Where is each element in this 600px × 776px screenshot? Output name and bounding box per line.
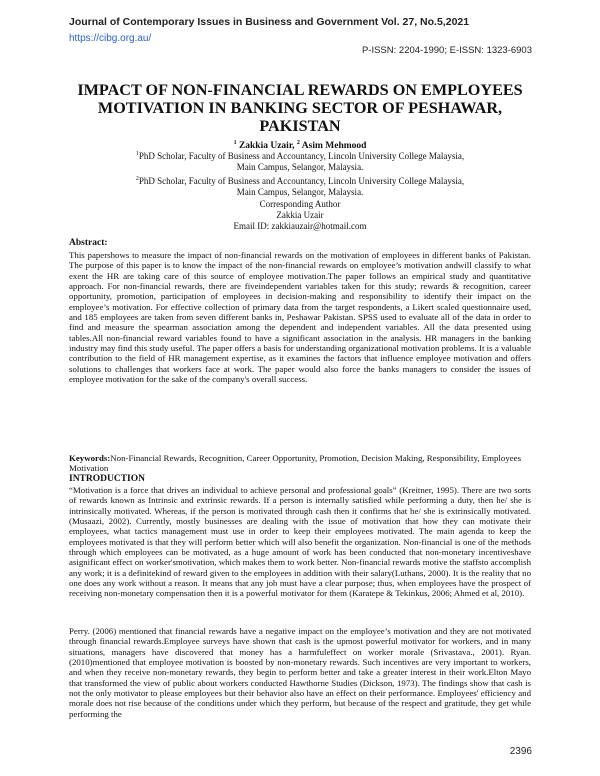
abstract-body: This papershows to measure the impact of non-financial rewards on the motivation of employees in different banks of Pakistan. The purpose of this paper is to know the impact of the non-financial rewards on employee’s motivation andwill classify to what exent the HR are taking care of this source of employee motivation.The paper follows an empirical study and quantitative approach. For non-financial rewards, there are fiveindependent variables taken for this study; rewards & recognition, career opportunity, promotion, participation of employees in decision-making and responsibility to identify their impact on the employee’s motivation. For effective collection of primary data from the target respondents, a Likert scaled questionnaire used, and 185 employees are taken from seven different banks in, Peshawar Pakistan. SPSS used to evaluate all of the data in order to find and measure the spearman association among the dependent and independent variables. All the data presented using tables.All non-financial reward variables found to have a significant association in the analysis. HR managers in the banking industry may find this study useful. The paper offers a basis for understanding organizational motivation problems. It is a valuable contribution to the field of HR management expertise, as it examines the factors that influence employee motivation and offers solutions to challenges that workers face at work. The paper would also force the banks managers to consider the issues of employee motivation for the sake of the company's overall success. [69, 250, 531, 385]
page-number: 2396 [509, 746, 532, 757]
email: Email ID: zakkiauzair@hotmail.com [233, 221, 367, 232]
affiliation-1-line2: Main Campus, Selangor, Malaysia. [236, 162, 364, 173]
affiliations [60, 149, 540, 233]
affiliation-2: $^2$PhD Scholar, Faculty of Business and Accountancy, Lincoln University College Malaysia, [135, 175, 465, 186]
paper-title: IMPACT OF NON-FINANCIAL REWARDS ON EMPLOYEES MOTIVATION IN BANKING SECTOR OF PESHAWAR, PAKISTAN [77, 81, 523, 135]
introduction-heading: INTRODUCTION [69, 474, 146, 484]
journal-header: Journal of Contemporary Issues in Business and Government Vol. 27, No.5,2021 [69, 16, 470, 28]
intro-paragraph-2: Perry. (2006) mentioned that financial rewards have a negative impact on the employee’s motivation and they are not motivated through financial rewards.Employee surveys have shown that cash is the upmost powerful motivator for workers, and in many situations, managers have discovered that money has a harmfuleffect on worker morale (Srivastava., 2001). Ryan. (2010)mentioned that employee motivation is boosted by non-monetary rewards. Such incentives are very important to workers, and when they receive non-monetary rewards, they begin to perform better and take a greater interest in their work.Elton Mayo that transformed the view of public about workers conducted Hawthorne Studies (Dickson, 1973). The findings show that cash is not the only motivator to please employees but their behavior also have an effect on their performance. Employees' efficiency and morale does not rise because of the conditions under which they perform, but because of the respect and gratitude, they get while performing the [69, 626, 531, 719]
affiliation-2-line2: Main Campus, Selangor, Malaysia. [236, 187, 364, 198]
affiliation-1: $^1$PhD Scholar, Faculty of Business and Accountancy, Lincoln University College Malaysia, [135, 151, 465, 161]
authors: $^1$ Zakkia Uzair, $^2$ Asim Mehmood [233, 140, 367, 152]
journal-url[interactable]: https://cibg.org.au/ [69, 33, 152, 44]
abstract-heading: Abstract: [69, 238, 108, 248]
keywords: Keywords:Non-Financial Rewards, Recognition, Career Opportunity, Promotion, Decision Making, Responsibility, Employees Motivation [69, 453, 522, 474]
issn: P-ISSN: 2204-1990; E-ISSN: 1323-6903 [361, 45, 532, 56]
corresponding-label: Corresponding Author [259, 198, 341, 209]
corresponding-name: Zakkia Uzair [276, 210, 324, 221]
intro-paragraph-1: “Motivation is a force that drives an individual to achieve personal and professional goals” (Kreitner, 1995). There are two sorts of rewards known as Intrinsic and extrinsic rewards. If a person is internally satisfied while performing a duty, then he/ she is intrinsically motivated. Whereas, if the person is motivated through cash then it confirms that he/ she is extrinsically motivated. (Musaazi, 2002). Currently, mostly businesses are dealing with the issue of motivation that how they can motivate their employees, what tactics management must use in order to keep their employees motivated. The main agenda to keep the employees motivated is that they will perform better which will also benefit the organization. Non-financial is one of the methods through which employees can be motivated, as a huge amount of work has been conducted that non-monetary incentiveshave asignificant effect on worker'smotivation, which makes them to work better. Non-financial rewards motive the staffsto accomplish any work; it is a definitekind of reward given to the employees in addition with their salary(Luthans, 2000). It is the reality that no one does any work without a reason. It means that any job must have a clear purpose; thus, when employees have the prospect of receiving non-monetary compensation then it is a powerful motivator for them (Karatepe & Tekinkus, 2006; Ahmed et al, 2010). [69, 485, 531, 599]
